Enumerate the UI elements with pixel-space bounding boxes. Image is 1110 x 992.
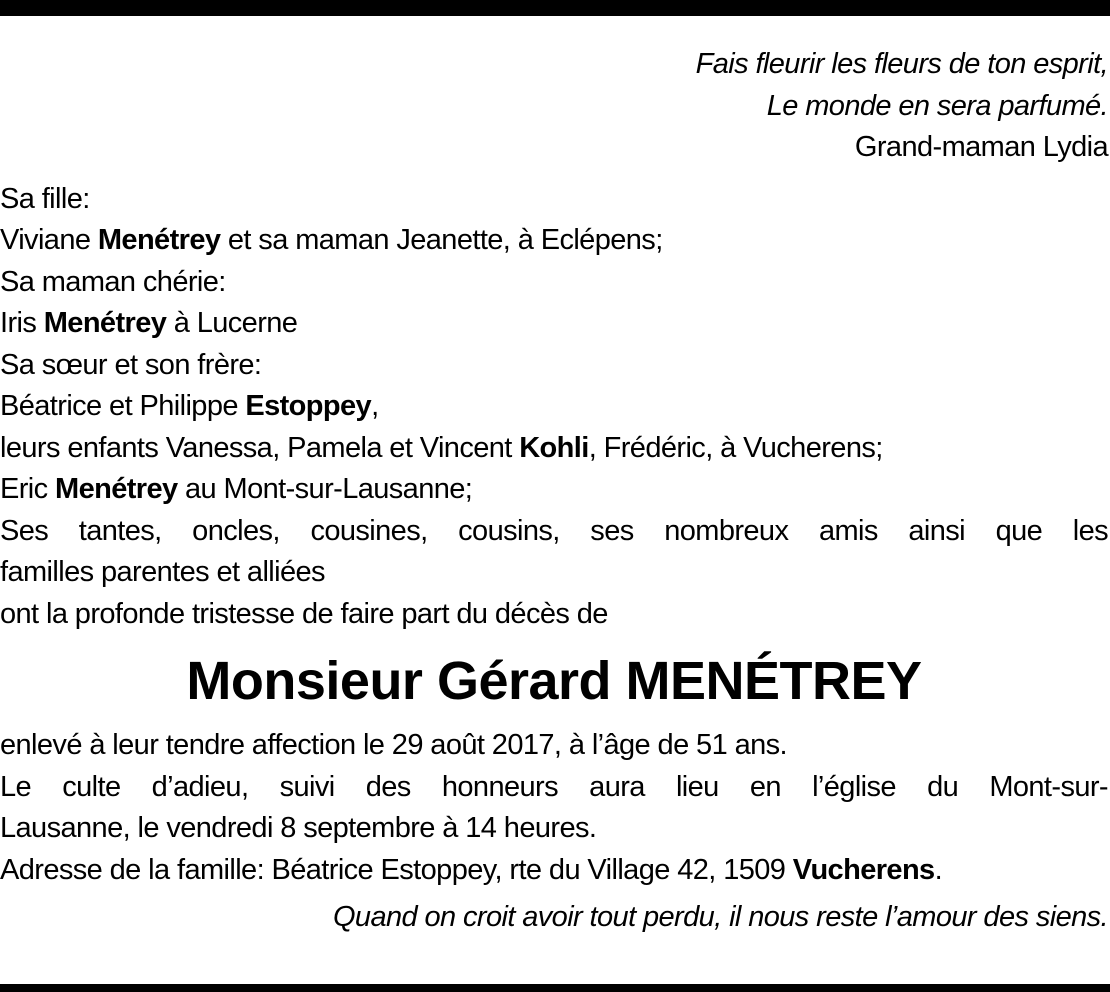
sister-first: Béatrice et Philippe bbox=[0, 390, 238, 422]
mother-rest: à Lucerne bbox=[173, 307, 298, 339]
sister-surname: Estoppey bbox=[245, 390, 372, 422]
epigraph bbox=[0, 44, 1108, 169]
siblings-heading: Sa sœur et son frère: bbox=[0, 348, 262, 381]
family-address bbox=[0, 850, 1108, 892]
service-line-2: Lausanne, le vendredi 8 septembre à 14 heures. bbox=[0, 812, 597, 844]
mother-first: Iris bbox=[0, 307, 37, 339]
daughter-rest: et sa maman Jeanette, à Eclépens; bbox=[227, 224, 663, 256]
sister-rest: , bbox=[371, 390, 379, 422]
mother-entry bbox=[0, 303, 1108, 345]
family-list bbox=[0, 179, 1108, 636]
brother-rest: au Mont-sur-Lausanne; bbox=[185, 473, 473, 505]
epigraph-line-2: Le monde en sera parfumé. bbox=[766, 89, 1108, 122]
brother-first: Eric bbox=[0, 473, 48, 505]
mother-heading: Sa maman chérie: bbox=[0, 265, 226, 298]
address-suffix: . bbox=[934, 853, 943, 886]
service-line-1: Le culte d’adieu, suivi des honneurs aura lieu en l’église du Mont-sur- bbox=[0, 770, 1108, 803]
relatives-line-1: Ses tantes, oncles, cousines, cousins, ses nombreux amis ainsi que les bbox=[0, 514, 1108, 547]
top-border-rule bbox=[0, 0, 1110, 16]
relatives-line-2: familles parentes et alliées bbox=[0, 556, 325, 588]
obituary-notice bbox=[0, 44, 1108, 939]
brother-entry bbox=[0, 469, 1108, 511]
nephews-first: leurs enfants Vanessa, Pamela et Vincent bbox=[0, 431, 512, 464]
address-prefix: Adresse de la famille: Béatrice Estoppey, rte du Village 42, 1509 bbox=[0, 853, 786, 886]
deceased-name: Monsieur Gérard MENÉTREY bbox=[186, 651, 922, 711]
closing-quote: Quand on croit avoir tout perdu, il nous reste l’amour des siens. bbox=[332, 901, 1108, 933]
mother-surname: Menétrey bbox=[43, 307, 167, 339]
address-town: Vucherens bbox=[792, 853, 935, 886]
nephews-rest: , Frédéric, à Vucherens; bbox=[588, 431, 883, 464]
daughter-first: Viviane bbox=[0, 224, 91, 256]
brother-surname: Menétrey bbox=[55, 473, 178, 505]
nephews-entry bbox=[0, 428, 1108, 470]
daughter-heading: Sa fille: bbox=[0, 182, 90, 215]
daughter-entry bbox=[0, 220, 1108, 262]
sister-entry bbox=[0, 386, 1108, 428]
epigraph-author: Grand-maman Lydia bbox=[854, 131, 1108, 163]
announcement: ont la profonde tristesse de faire part du décès de bbox=[0, 597, 608, 630]
nephews-surname: Kohli bbox=[519, 431, 589, 464]
funeral-details bbox=[0, 725, 1108, 891]
epigraph-line-1: Fais fleurir les fleurs de ton esprit, bbox=[695, 48, 1108, 80]
death-notice: enlevé à leur tendre affection le 29 août 2017, à l’âge de 51 ans. bbox=[0, 729, 787, 761]
daughter-surname: Menétrey bbox=[97, 224, 221, 256]
bottom-border-rule bbox=[0, 984, 1110, 992]
